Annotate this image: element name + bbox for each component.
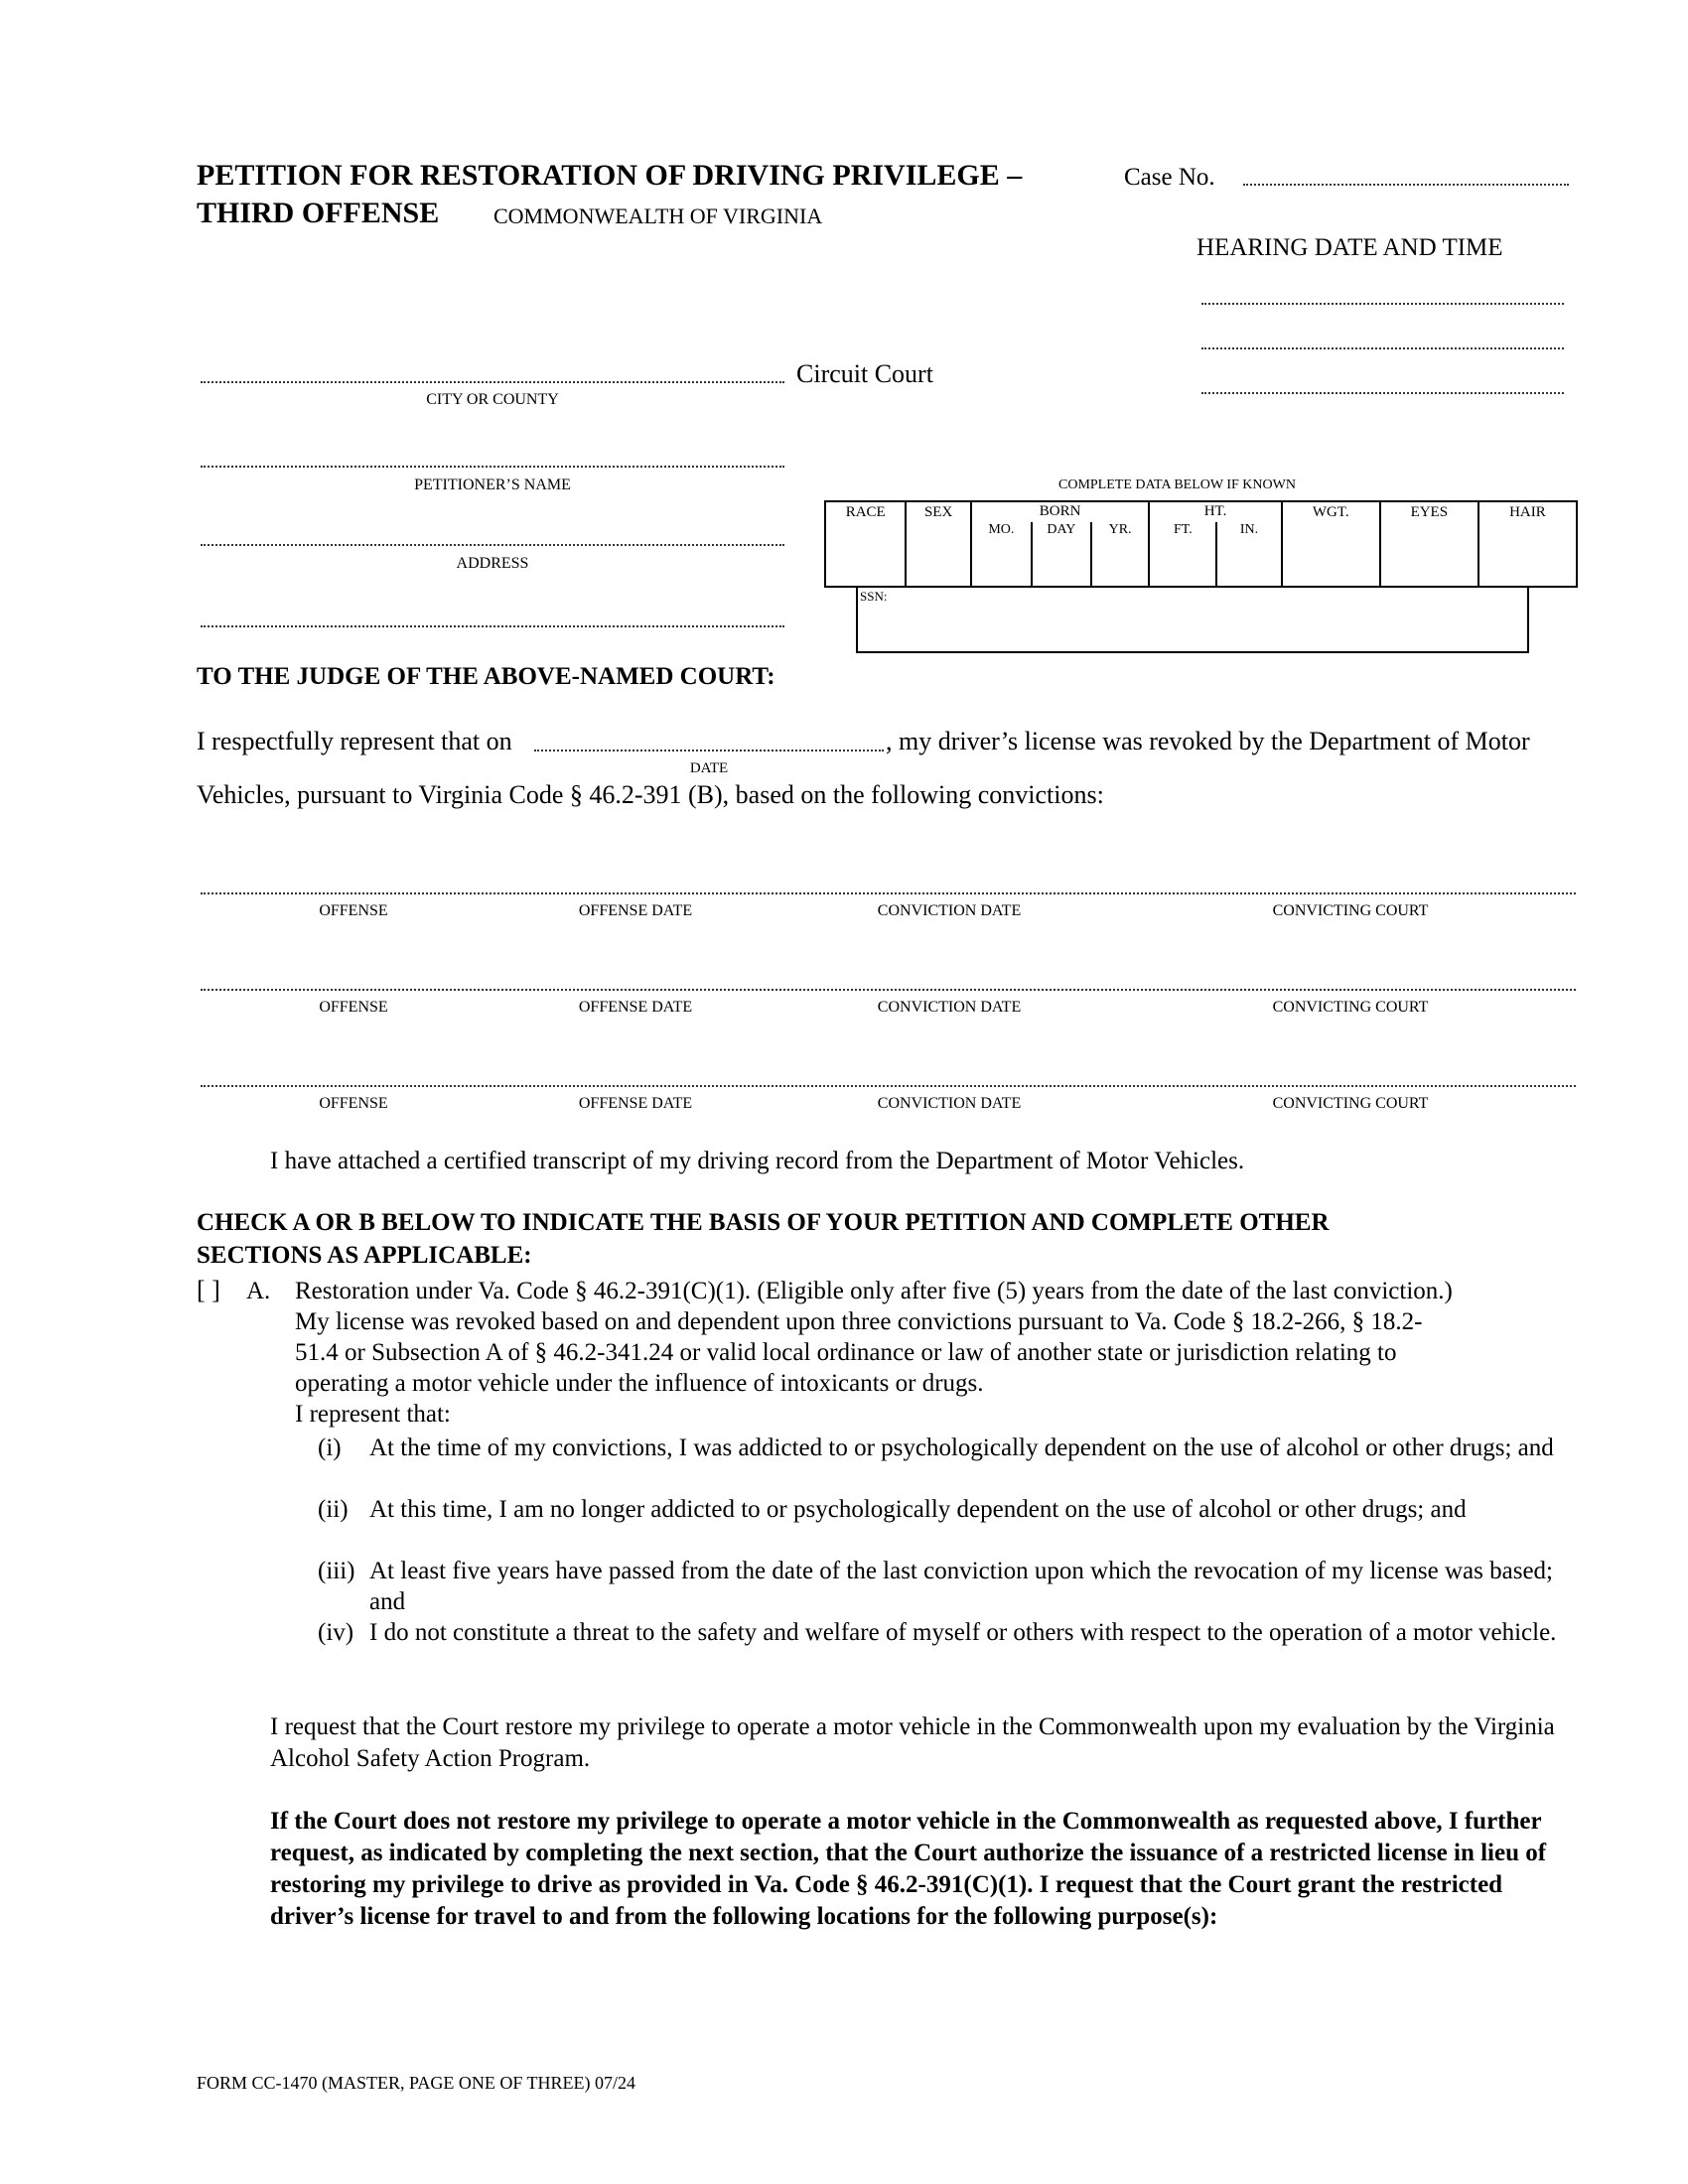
conviction-date-caption: CONVICTION DATE <box>877 1095 1022 1112</box>
date-caption: DATE <box>689 760 729 776</box>
form-footer: FORM CC-1470 (MASTER, PAGE ONE OF THREE) 07/24 <box>197 2073 636 2093</box>
sex-cell[interactable] <box>906 501 970 587</box>
case-no-field[interactable] <box>1243 184 1569 186</box>
petitioner-name-field[interactable] <box>201 466 784 468</box>
eyes-label: EYES <box>1410 504 1449 520</box>
born-mo-cell[interactable] <box>972 522 1033 586</box>
clause-ii <box>318 1494 1579 1556</box>
ht-ft-label: FT. <box>1173 522 1193 537</box>
hearing-line-3[interactable] <box>1201 392 1564 394</box>
ht-in-label: IN. <box>1239 522 1259 537</box>
convicting-court-caption: CONVICTING COURT <box>1272 999 1429 1016</box>
clause-text: I do not constitute a threat to the safety and welfare of myself or others with respect to the operation of a motor vehicle. <box>369 1619 1557 1646</box>
represent-text-1: I respectfully represent that on <box>197 727 512 755</box>
offense-date-caption: OFFENSE DATE <box>578 902 693 919</box>
clause-text: At this time, I am no longer addicted to or psychologically dependent on the use of alcohol or other drugs; and <box>369 1496 1467 1523</box>
clause-number: (iv) <box>318 1619 354 1646</box>
born-cell <box>971 501 1149 587</box>
city-county-caption: CITY OR COUNTY <box>426 391 559 408</box>
address-field-2[interactable] <box>201 625 784 627</box>
ht-ft-cell[interactable] <box>1150 522 1217 586</box>
section-a-line5: I represent that: <box>295 1401 451 1428</box>
born-yr-label: YR. <box>1108 522 1132 537</box>
section-a-line1: Restoration under Va. Code § 46.2-391(C)(1). (Eligible only after five (5) years from the date of the last conviction.) <box>295 1278 1453 1304</box>
form-title-line2: THIRD OFFENSE <box>197 197 440 229</box>
born-day-label: DAY <box>1047 522 1076 537</box>
circuit-court-label: Circuit Court <box>796 359 933 388</box>
conviction-date-caption: CONVICTION DATE <box>877 999 1022 1016</box>
further-request-paragraph: If the Court does not restore my privilege to operate a motor vehicle in the Commonwealth as requested above, I further request, as indicated by completing the next section, that the Court authorize the issuance of a restricted license in lieu of restoring my privilege to drive as provided in Va. Code § 46.2-391(C)(1). I request that the Court grant the restricted driver’s license for travel to and from the following locations for the following purpose(s): <box>270 1808 1547 1930</box>
attached-note: I have attached a certified transcript of my driving record from the Department of Motor Vehicles. <box>270 1148 1245 1174</box>
born-label: BORN <box>1039 503 1081 519</box>
section-a-checkbox[interactable]: [ ] <box>197 1276 220 1304</box>
section-a-line3: 51.4 or Subsection A of § 46.2-341.24 or valid local ordinance or law of another state or jurisdiction relating to <box>295 1339 1397 1366</box>
clause-iii <box>318 1556 1579 1617</box>
race-cell[interactable] <box>825 501 906 587</box>
hearing-date-label: HEARING DATE AND TIME <box>1196 234 1503 261</box>
conviction-line-3[interactable] <box>201 1085 1576 1087</box>
city-county-field[interactable] <box>201 381 784 383</box>
born-yr-cell[interactable] <box>1092 522 1148 586</box>
convicting-court-caption: CONVICTING COURT <box>1272 902 1429 919</box>
eyes-cell[interactable] <box>1380 501 1478 587</box>
hair-cell[interactable] <box>1478 501 1577 587</box>
clause-number: (i) <box>318 1434 342 1461</box>
form-title-line1: PETITION FOR RESTORATION OF DRIVING PRIVILEGE – <box>197 159 1023 192</box>
offense-date-caption: OFFENSE DATE <box>578 1095 693 1112</box>
ht-in-cell[interactable] <box>1217 522 1280 586</box>
personal-data-table <box>824 500 1578 588</box>
born-mo-label: MO. <box>988 522 1015 537</box>
ssn-field[interactable] <box>856 588 1529 653</box>
convicting-court-caption: CONVICTING COURT <box>1272 1095 1429 1112</box>
section-a-letter: A. <box>246 1278 271 1304</box>
hearing-line-2[interactable] <box>1201 347 1564 349</box>
clause-number: (iii) <box>318 1558 355 1584</box>
born-day-cell[interactable] <box>1033 522 1092 586</box>
represent-text-3: Vehicles, pursuant to Virginia Code § 46.2-391 (B), based on the following convictions: <box>197 780 1104 809</box>
section-a-line2: My license was revoked based on and dependent upon three convictions pursuant to Va. Code § 18.2-266, § 18.2- <box>295 1308 1423 1335</box>
clause-iv <box>318 1617 1579 1679</box>
ssn-label: SSN: <box>860 589 888 604</box>
judge-address-heading: TO THE JUDGE OF THE ABOVE-NAMED COURT: <box>197 663 775 690</box>
stats-caption: COMPLETE DATA BELOW IF KNOWN <box>1058 478 1296 492</box>
hearing-line-1[interactable] <box>1201 303 1564 305</box>
hair-label: HAIR <box>1509 504 1546 520</box>
clause-text: At least five years have passed from the date of the last conviction upon which the revocation of my license was based; and <box>369 1558 1553 1615</box>
jurisdiction: COMMONWEALTH OF VIRGINIA <box>493 204 823 228</box>
offense-caption: OFFENSE <box>319 902 388 919</box>
conviction-date-caption: CONVICTION DATE <box>877 902 1022 919</box>
represent-text-2: , my driver’s license was revoked by the Department of Motor <box>886 727 1530 755</box>
petitioner-name-caption: PETITIONER’S NAME <box>414 477 571 493</box>
check-heading-line1: CHECK A OR B BELOW TO INDICATE THE BASIS OF YOUR PETITION AND COMPLETE OTHER <box>197 1209 1330 1236</box>
ht-label: HT. <box>1203 503 1227 519</box>
revocation-date-field[interactable] <box>534 750 884 751</box>
request-paragraph: I request that the Court restore my privilege to operate a motor vehicle in the Commonwealth upon my evaluation by the Virginia Alcohol Safety Action Program. <box>270 1713 1555 1772</box>
check-heading-line2: SECTIONS AS APPLICABLE: <box>197 1242 532 1269</box>
ht-cell <box>1149 501 1281 587</box>
clause-number: (ii) <box>318 1496 349 1523</box>
conviction-line-2[interactable] <box>201 989 1576 991</box>
wgt-cell[interactable] <box>1282 501 1380 587</box>
conviction-line-1[interactable] <box>201 892 1576 894</box>
offense-caption: OFFENSE <box>319 999 388 1016</box>
race-label: RACE <box>845 504 886 520</box>
section-a-line4: operating a motor vehicle under the influence of intoxicants or drugs. <box>295 1370 984 1397</box>
offense-date-caption: OFFENSE DATE <box>578 999 693 1016</box>
case-no-label: Case No. <box>1124 164 1215 191</box>
sex-label: SEX <box>923 504 953 520</box>
clause-i <box>318 1433 1579 1494</box>
address-caption: ADDRESS <box>456 555 529 572</box>
address-field-1[interactable] <box>201 544 784 546</box>
wgt-label: WGT. <box>1312 504 1349 520</box>
offense-caption: OFFENSE <box>319 1095 388 1112</box>
clause-text: At the time of my convictions, I was addicted to or psychologically dependent on the use of alcohol or other drugs; and <box>369 1434 1554 1461</box>
